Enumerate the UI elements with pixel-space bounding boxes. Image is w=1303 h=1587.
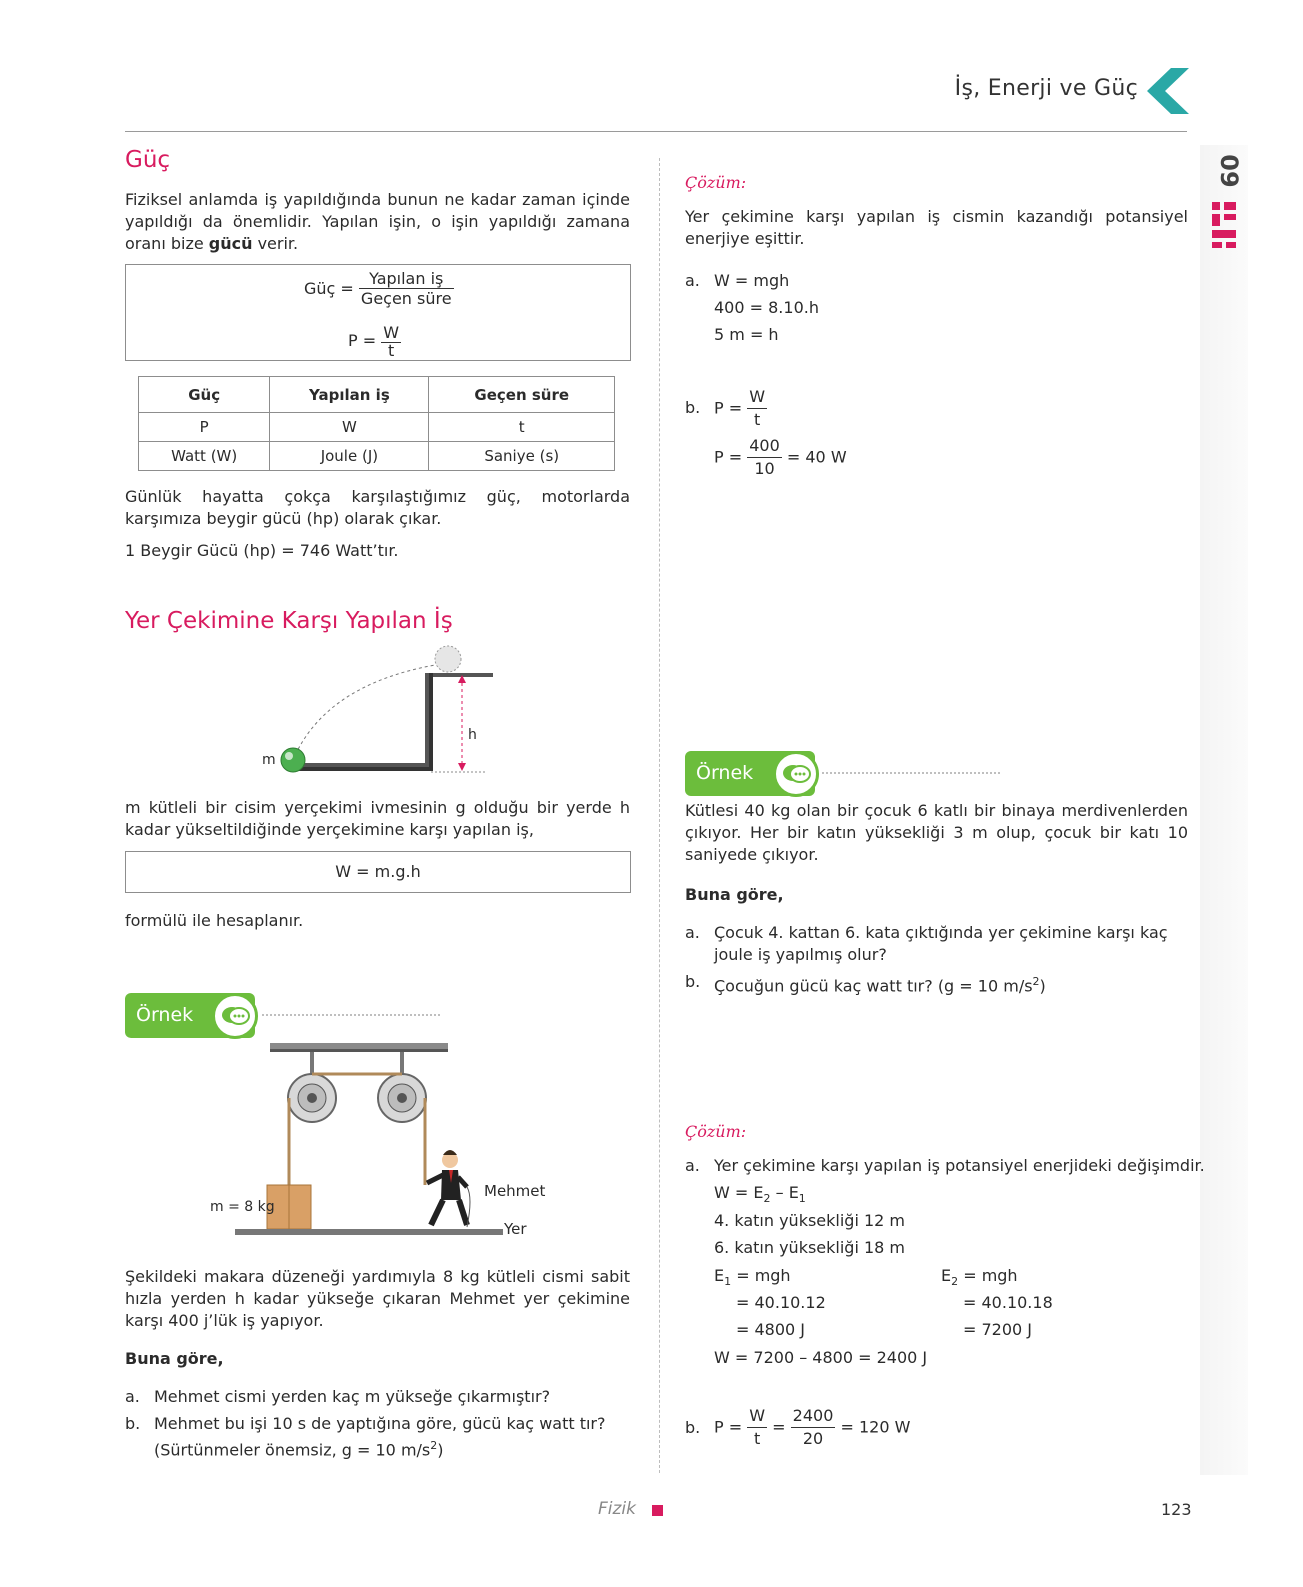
- solution2-e2-step: = 40.10.18: [963, 1293, 1053, 1312]
- power-formula-short: P = $\frac{W}{t}$: [348, 323, 400, 360]
- chat-bubbles-icon: [773, 751, 819, 797]
- dotted-rule: [822, 772, 1000, 774]
- table-cell: P: [139, 413, 270, 442]
- example2-question-a: Çocuk 4. kattan 6. kata çıktığında yer çekimine karşı kaç joule iş yapılmış olur?: [714, 923, 1168, 964]
- guc-paragraph: Fiziksel anlamda iş yapıldığında bunun ne kadar zaman içinde yapıldığı da önemlidir. Yapılan işin, o işin yapıldığı zamana oranı bize gücü verir.: [125, 190, 630, 253]
- solution2-e1-step: = 40.10.12: [736, 1293, 826, 1312]
- power-formula: Güç = $\frac{\text{Yapılan iş}}{\text{Geçen süre}}$: [304, 269, 452, 308]
- chat-bubbles-icon: [212, 993, 258, 1039]
- page-number: 123: [1161, 1500, 1192, 1519]
- side-logo-icon: [1210, 200, 1238, 250]
- table-cell: Saniye (s): [429, 442, 615, 471]
- example2-buna-gore: Buna göre,: [685, 885, 784, 904]
- solution-label: Çözüm:: [685, 173, 747, 192]
- solution1-paragraph: Yer çekimine karşı yapılan iş cismin kazandığı potansiyel enerjiye eşittir.: [685, 207, 1188, 248]
- horsepower-paragraph: Günlük hayatta çokça karşılaştığımız güç, motorlarda karşımıza beygir gücü (hp) olarak çıkar.: [125, 487, 630, 528]
- solution1-b-letter: b.: [685, 398, 701, 417]
- footer-subject: Fizik: [598, 1499, 636, 1519]
- footer-square-icon: [652, 1505, 663, 1516]
- example2-question-b: Çocuğun gücü kaç watt tır? (g = 10 $m/s^2$): [714, 975, 1046, 996]
- table-header: Güç: [139, 377, 270, 413]
- example1-paragraph: Şekildeki makara düzeneği yardımıyla 8 kg kütleli cismi sabit hızla yerden h kadar yükseğe çıkaran Mehmet yer çekimine karşı 400 j’lük iş yapıyor.: [125, 1267, 630, 1330]
- example1-question-a: Mehmet cismi yerden kaç m yükseğe çıkarmıştır?: [154, 1387, 551, 1406]
- solution-label: Çözüm:: [685, 1122, 747, 1141]
- lift-diagram: [255, 645, 500, 795]
- chevron-left-icon: [1147, 68, 1189, 114]
- side-tab: [1200, 145, 1248, 1475]
- solution2-w-formula: $W = E_2 - E_1$: [714, 1183, 806, 1206]
- example1-question-b-note: (Sürtünmeler önemsiz, g = 10 $m/s^2$): [154, 1439, 444, 1460]
- fig2-mehmet-label: Mehmet: [484, 1182, 546, 1200]
- solution2-a-text: Yer çekimine karşı yapılan iş potansiyel enerjideki değişimdir.: [714, 1156, 1205, 1175]
- solution2-e2: $E_2$ = mgh: [941, 1266, 1018, 1289]
- solution1-power-result: P = $\frac{400}{10}$ = 40 W: [714, 436, 847, 478]
- example1-question-b: Mehmet bu işi 10 s de yaptığına göre, gücü kaç watt tır?: [154, 1414, 606, 1433]
- solution1-line: 400 = 8.10.h: [714, 298, 819, 317]
- example1-b-letter: b.: [125, 1414, 141, 1433]
- section-heading-yer: Yer Çekimine Karşı Yapılan İş: [125, 608, 453, 634]
- solution2-work-total: W = 7200 – 4800 = 2400 J: [714, 1348, 928, 1367]
- dotted-rule: [262, 1014, 440, 1016]
- formula-paragraph: formülü ile hesaplanır.: [125, 911, 304, 930]
- side-chapter-number: 09: [1215, 154, 1243, 188]
- horsepower-equation: 1 Beygir Gücü (hp) = 746 Watt’tır.: [125, 541, 399, 560]
- solution1-line: 5 m = h: [714, 325, 779, 344]
- example-badge-label: Örnek: [136, 1004, 194, 1026]
- table-cell: t: [429, 413, 615, 442]
- solution1-power-formula: P = $\frac{W}{t}$: [714, 387, 766, 429]
- section-heading-guc: Güç: [125, 147, 171, 173]
- chapter-title: İş, Enerji ve Güç: [954, 76, 1138, 101]
- solution1-line: W = mgh: [714, 271, 790, 290]
- fig1-m-label: m: [262, 752, 276, 768]
- table-cell: Watt (W): [139, 442, 270, 471]
- solution2-a-letter: a.: [685, 1156, 700, 1175]
- units-table: [138, 376, 615, 471]
- table-cell: W: [270, 413, 429, 442]
- work-formula-box: [125, 851, 631, 893]
- example1-a-letter: a.: [125, 1387, 140, 1406]
- fig2-ground-label: Yer: [504, 1220, 527, 1238]
- example2-paragraph: Kütlesi 40 kg olan bir çocuk 6 katlı bir binaya merdivenlerden çıkıyor. Her bir katın yüksekliği 3 m olup, çocuk bir katı 10 saniyede çıkıyor.: [685, 801, 1188, 864]
- example1-buna-gore: Buna göre,: [125, 1349, 224, 1368]
- table-header: Geçen süre: [429, 377, 615, 413]
- example2-a-letter: a.: [685, 923, 700, 942]
- header-divider: [125, 131, 1187, 132]
- solution2-e1: $E_1$ = mgh: [714, 1266, 791, 1289]
- table-cell: Joule (J): [270, 442, 429, 471]
- example-badge-label: Örnek: [696, 762, 754, 784]
- solution2-height-6: 6. katın yüksekliği 18 m: [714, 1238, 906, 1257]
- column-separator: [659, 158, 660, 1473]
- yer-paragraph: m kütleli bir cisim yerçekimi ivmesinin g olduğu bir yerde h kadar yükseltildiğinde yerçekimine karşı yapılan iş,: [125, 798, 630, 839]
- solution2-e2-result: = 7200 J: [963, 1320, 1033, 1339]
- solution2-b-letter: b.: [685, 1418, 701, 1437]
- work-formula: W = m.g.h: [335, 862, 421, 881]
- power-formula-box: [125, 264, 631, 361]
- fig2-mass-label: m = 8 kg: [210, 1199, 275, 1215]
- solution1-a-letter: a.: [685, 271, 700, 290]
- table-header: Yapılan iş: [270, 377, 429, 413]
- solution2-power: P = $\frac{W}{t}$ = $\frac{2400}{20}$ = 120 W: [714, 1406, 911, 1448]
- solution2-e1-result: = 4800 J: [736, 1320, 806, 1339]
- fig1-h-label: h: [468, 727, 477, 743]
- solution2-height-4: 4. katın yüksekliği 12 m: [714, 1211, 906, 1230]
- example2-b-letter: b.: [685, 972, 701, 991]
